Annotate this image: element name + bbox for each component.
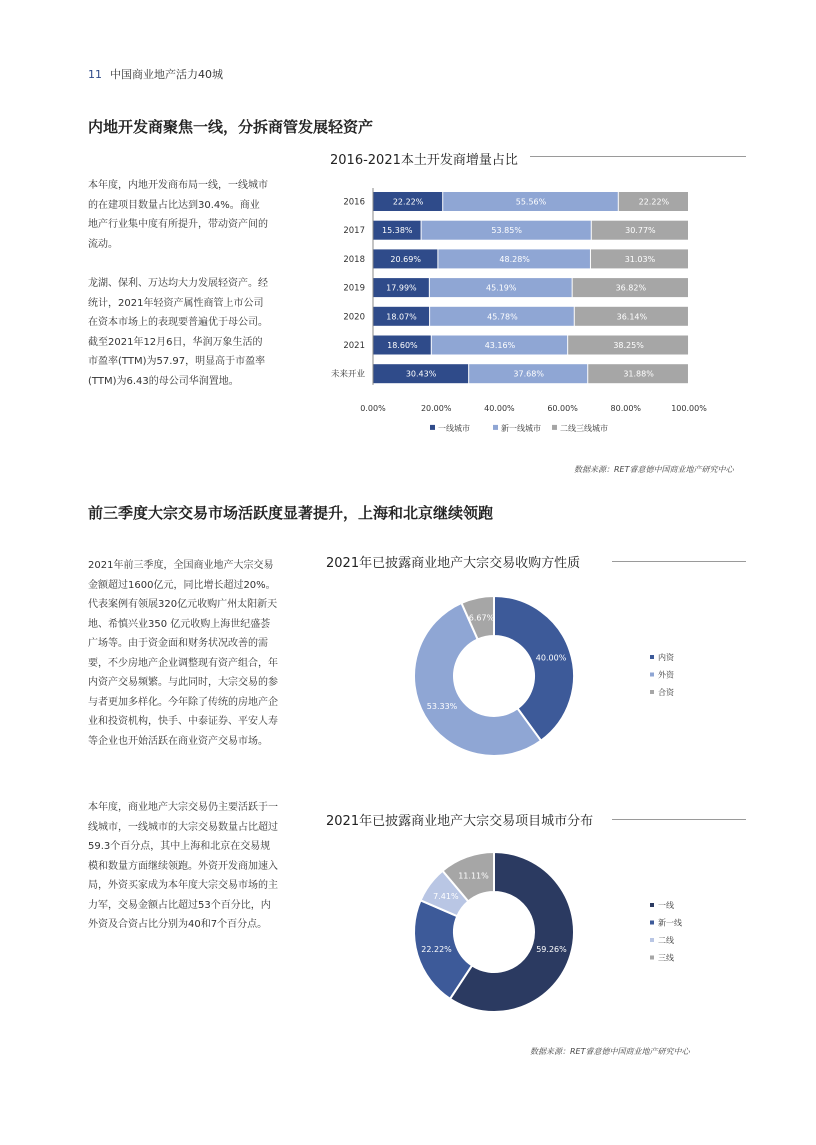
legend-label: 二线三线城市 bbox=[560, 423, 608, 433]
bar-data-label: 53.85% bbox=[491, 226, 522, 236]
bar-category-label: 2016 bbox=[343, 197, 365, 208]
bar-data-label: 22.22% bbox=[638, 197, 670, 207]
section1-paragraph-2: 龙湖、保利、万达均大力发展轻资产。经统计，2021年轻资产属性商管上市公司在资本市场上的表现要普遍优于母公司。截至2021年12月6日，华润万象生活的市盈率(TTM)为57.97，明显高于市盈率(TTM)为6.43的母公司华润置地。 bbox=[88, 278, 268, 387]
section-title-2: 前三季度大宗交易市场活跃度显著提升，上海和北京继续领跑 bbox=[88, 504, 494, 522]
donut-data-label: 53.33% bbox=[426, 702, 458, 712]
report-title: 中国商业地产活力40城 bbox=[110, 68, 223, 81]
legend-swatch bbox=[650, 956, 654, 960]
legend-swatch bbox=[650, 938, 654, 942]
legend-swatch bbox=[650, 903, 654, 907]
legend-label: 二线 bbox=[658, 936, 674, 945]
legend-label: 新一线 bbox=[658, 918, 682, 928]
bar-data-label: 30.43% bbox=[405, 369, 437, 379]
legend-label: 新一线城市 bbox=[501, 423, 541, 433]
donut-chart-1-title: 2021年已披露商业地产大宗交易收购方性质 bbox=[326, 556, 581, 571]
legend-swatch bbox=[552, 425, 557, 430]
bar-data-label: 15.38% bbox=[382, 226, 413, 236]
bar-category-label: 2018 bbox=[343, 254, 365, 265]
x-tick-label: 20.00% bbox=[420, 403, 452, 413]
donut-data-label: 22.22% bbox=[421, 945, 452, 955]
bar-data-label: 22.22% bbox=[392, 197, 424, 207]
data-source-1: 数据来源：RET睿意德中国商业地产研究中心 bbox=[574, 465, 734, 474]
bar-data-label: 43.16% bbox=[484, 341, 516, 350]
legend-swatch bbox=[650, 690, 654, 694]
bar-category-label: 2017 bbox=[343, 226, 365, 237]
bar-category-label: 2019 bbox=[343, 283, 365, 294]
bar-data-label: 38.25% bbox=[613, 341, 644, 350]
stacked-bar-chart bbox=[300, 180, 760, 440]
bar-data-label: 45.78% bbox=[487, 312, 518, 322]
bar-data-label: 37.68% bbox=[513, 369, 544, 379]
legend-swatch bbox=[430, 425, 435, 430]
title-rule bbox=[612, 561, 746, 562]
donut-data-label: 11.11% bbox=[458, 871, 489, 881]
legend-label: 一线 bbox=[658, 901, 674, 910]
page-number: 11 bbox=[88, 68, 102, 81]
bar-data-label: 18.07% bbox=[386, 312, 417, 322]
title-rule bbox=[530, 156, 746, 157]
section1-paragraph-1: 本年度，内地开发商布局一线，一线城市的在建项目数量占比达到30.4%。商业地产行业集中度有所提升，带动资产间的流动。 bbox=[88, 180, 268, 250]
bar-data-label: 36.14% bbox=[616, 312, 648, 322]
donut-data-label: 59.26% bbox=[536, 945, 567, 955]
legend-swatch bbox=[493, 425, 498, 430]
legend-label: 合资 bbox=[658, 688, 674, 697]
x-tick-label: 0.00% bbox=[360, 403, 386, 413]
bar-data-label: 48.28% bbox=[499, 254, 530, 264]
donut-data-label: 40.00% bbox=[535, 653, 567, 663]
legend-swatch bbox=[650, 673, 654, 677]
x-tick-label: 80.00% bbox=[610, 403, 642, 413]
donut-data-label: 7.41% bbox=[433, 892, 459, 902]
bar-data-label: 20.69% bbox=[390, 254, 421, 264]
section2-paragraph-1: 2021年前三季度，全国商业地产大宗交易金额超过1600亿元，同比增长超过20%。代表案例有领展320亿元收购广州太阳新天地、希慎兴业350 亿元收购上海世纪盛荟广场等。由于资金面和财务状况改善的需要，不少房地产企业调整现有资产组合，年内资产交易频繁。与此同时，大宗交易的参与者更加多样化。今年除了传统的房地产企业和投资机构，快手、中泰证券、平安人寿等企业也开始活跃在商业资产交易市场。 bbox=[88, 560, 278, 747]
bar-category-label: 2020 bbox=[343, 312, 365, 323]
legend-label: 一线城市 bbox=[438, 423, 470, 433]
bar-category-label: 2021 bbox=[343, 341, 365, 351]
legend-label: 外资 bbox=[658, 670, 674, 680]
bar-data-label: 45.19% bbox=[485, 283, 517, 293]
bar-data-label: 17.99% bbox=[386, 283, 417, 293]
data-source-2: 数据来源：RET睿意德中国商业地产研究中心 bbox=[530, 1047, 690, 1056]
x-tick-label: 40.00% bbox=[484, 403, 515, 413]
bar-data-label: 36.82% bbox=[615, 283, 647, 293]
x-tick-label: 100.00% bbox=[671, 403, 707, 413]
bar-category-label: 未来开业 bbox=[330, 369, 365, 380]
bar-data-label: 31.88% bbox=[623, 369, 654, 379]
legend-swatch bbox=[650, 921, 654, 925]
donut-data-label: 6.67% bbox=[468, 613, 495, 623]
donut-chart-2 bbox=[400, 842, 720, 1022]
legend-swatch bbox=[650, 655, 654, 659]
bar-chart-title: 2016-2021本土开发商增量占比 bbox=[330, 153, 518, 168]
legend-label: 三线 bbox=[658, 953, 674, 963]
x-tick-label: 60.00% bbox=[547, 403, 578, 413]
bar-data-label: 18.60% bbox=[387, 341, 418, 350]
donut-chart-2-title: 2021年已披露商业地产大宗交易项目城市分布 bbox=[326, 814, 594, 829]
bar-data-label: 30.77% bbox=[625, 226, 656, 236]
bar-data-label: 55.56% bbox=[515, 197, 547, 207]
bar-data-label: 31.03% bbox=[624, 254, 656, 264]
section2-paragraph-2: 本年度，商业地产大宗交易仍主要活跃于一线城市，一线城市的大宗交易数量占比超过59.3个百分点，其中上海和北京在交易规模和数量方面继续领跑。外资开发商加速入局，外资买家成为本年度大宗交易市场的主力军，交易金额占比超过53个百分比，内外资及合资占比分别为40和7个百分点。 bbox=[88, 802, 278, 930]
page-header bbox=[88, 66, 223, 82]
donut-chart-1 bbox=[400, 586, 720, 766]
legend-label: 内资 bbox=[658, 653, 674, 662]
title-rule bbox=[612, 819, 746, 820]
section-title-1: 内地开发商聚焦一线，分拆商管发展轻资产 bbox=[88, 118, 374, 136]
